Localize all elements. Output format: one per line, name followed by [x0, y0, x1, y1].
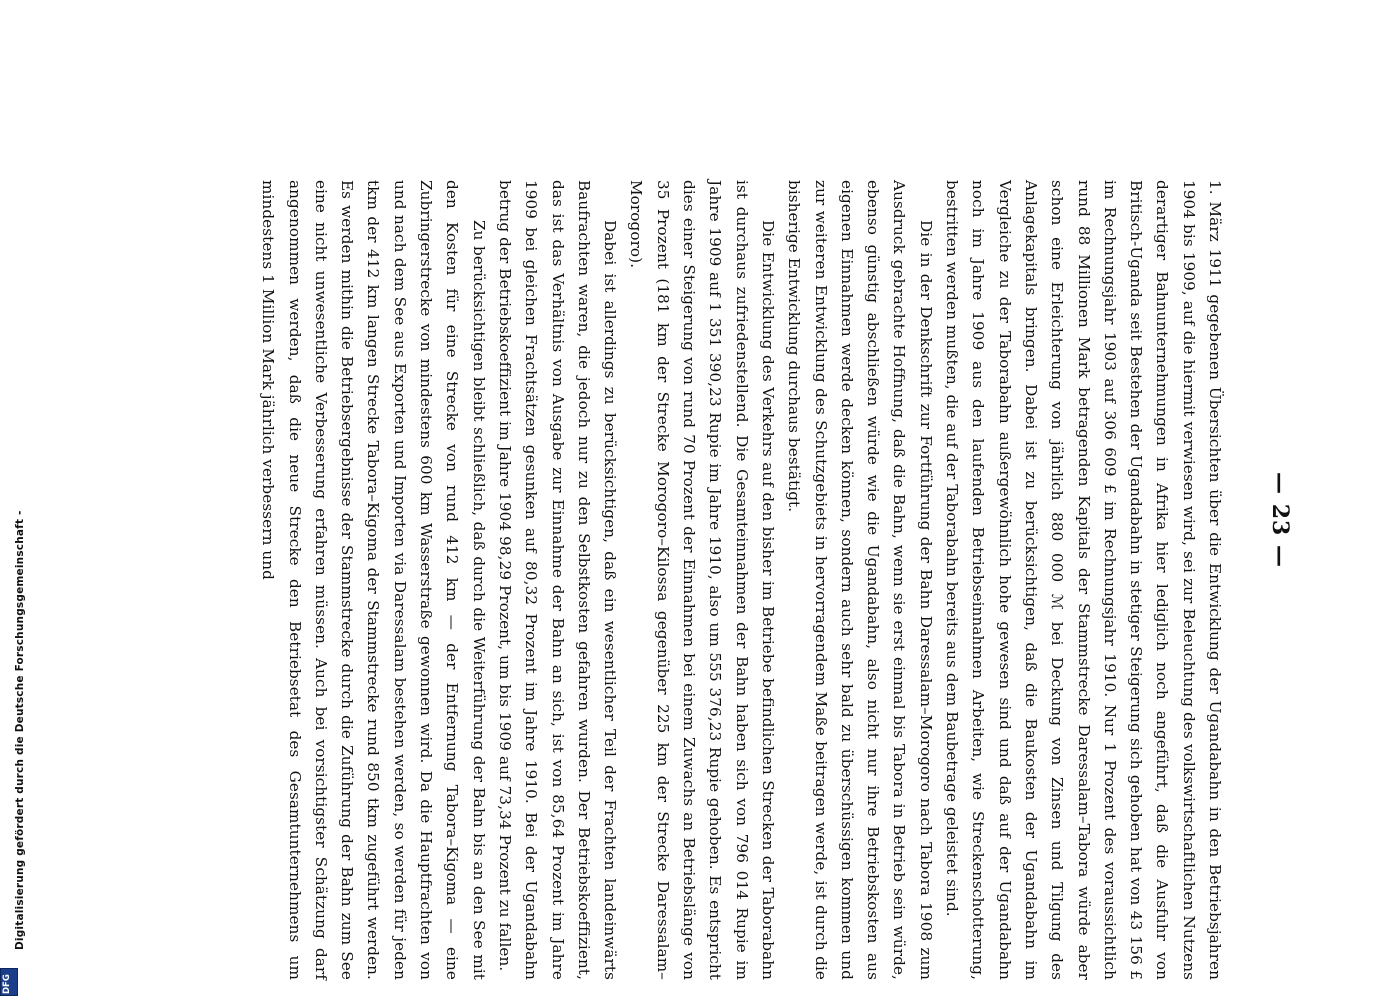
attribution-text: Digitalisierung gefördert durch die Deutsche Forschungsgemeinschaft - [14, 510, 26, 950]
dfg-logo-text: DFG [2, 974, 12, 994]
digitization-attribution-strip [0, 0, 26, 1000]
paragraph: Zu berücksichtigen bleibt schließlich, daß durch die Weiterführung der Bahn bis an den See mit den Kosten für eine Strecke von rund 412 km — der Entfernung Tabora–Kigoma — eine Zubringerstrecke von mindestens 600 km Wasserstraße gewonnen wird. Da die Hauptfrachten von und nach dem See aus Exporten und Importen via Daressalam bestehen werden, so werden für jeden tkm der 412 km langen Strecke Tabora–Kigoma der Stammstrecke rund 850 tkm zugeführt werden. Es werden mithin die Betriebsergebnisse der Stammstrecke durch die Zuführung der Bahn zum See eine nicht unwesentliche Verbesserung erfahren müssen. Auch bei vorsichtigster Schätzung darf angenommen werden, daß die neue Strecke den Betriebsetat des Gesamtunternehmens um mindestens 1 Million Mark jährlich verbessern und [259, 180, 488, 980]
dfg-logo-icon [0, 968, 18, 996]
page-number: — 23 — [1267, 472, 1293, 568]
body-text-column [255, 180, 1228, 980]
page-content [50, 0, 1383, 1000]
paragraph: Die Entwicklung des Verkehrs auf den bisher im Betriebe befindlichen Strecken der Taborabahn ist durchaus zufriedenstellend. Die Gesamteinnahmen der Bahn haben sich von 796 014 Rupie im Jahre 1909 auf 1 351 390,23 Rupie im Jahre 1910, also um 555 376,23 Rupie gehoben. Es entspricht dies einer Steigerung von rund 70 Prozent der Einnahmen bei einem Zuwachs an Betriebslänge von 35 Prozent (181 km der Strecke Morogoro–Kilossa gegenüber 225 km der Strecke Daressalam–Morogoro). [627, 180, 777, 980]
paragraph: Die in der Denkschrift zur Fortführung der Bahn Daressalam–Morogoro nach Tabora 1908 zum Ausdruck gebrachte Hoffnung, daß die Bahn, wenn sie erst einmal bis Tabora in Betrieb sein würde, ebenso günstig abschließen würde wie die Ugandabahn, also nicht nur ihre Betriebskosten aus eigenen Einnahmen werde decken können, sondern auch sehr bald zu überschüssigen kommen und zur weiteren Entwicklung des Schutzgebiets in hervorragendem Maße beitragen werde, ist durch die bisherige Entwicklung durchaus bestätigt. [785, 180, 935, 980]
rotated-scan-page [50, 0, 1383, 1000]
paragraph: Dabei ist allerdings zu berücksichtigen, daß ein wesentlicher Teil der Frachten landeinwärts Baufrachten waren, die jedoch nur zu den Selbstkosten gefahren wurden. Der Betriebskoeffizient, das ist das Verhältnis von Ausgabe zur Einnahme der Bahn an sich, ist von 85,64 Prozent im Jahre 1909 bei gleichen Frachtsätzen gesunken auf 80,32 Prozent im Jahre 1910. Bei der Ugandabahn betrug der Betriebskoeffizient im Jahre 1904 98,29 Prozent, um bis 1909 auf 73,34 Prozent zu fallen. [495, 180, 620, 980]
paragraph: 1. März 1911 gegebenen Übersichten über die Entwicklung der Ugandabahn in den Betriebsjahren 1904 bis 1909, auf die hiermit verwiesen wird, sei zur Beleuchtung des volkswirtschaftlichen Nutzens derartiger Bahnunternehmungen in Afrika hier lediglich noch angeführt, daß die Ausfuhr von Britisch-Uganda seit Bestehen der Ugandabahn in stetiger Steigerung sich gehoben hat von 43 156 £ im Rechnungsjahr 1903 auf 306 609 £ im Rechnungsjahr 1910. Nur 1 Prozent des voraussichtlich rund 88 Millionen Mark betragenden Kapitals der Stammstrecke Daressalam–Tabora würde aber schon eine Erleichterung von jährlich 880 000 ℳ bei Deckung von Zinsen und Tilgung des Anlagekapitals bringen. Dabei ist zu berücksichtigen, daß die Baukosten der Ugandabahn im Vergleiche zu der Taborabahn außergewöhnlich hohe gewesen sind und daß auf der Ugandabahn noch im Jahre 1909 aus den laufenden Betriebseinnahmen Arbeiten, wie Streckenschotterung, bestritten werden mußten, die auf der Taborabahn bereits aus dem Baubetrage geleistet sind. [943, 180, 1224, 980]
